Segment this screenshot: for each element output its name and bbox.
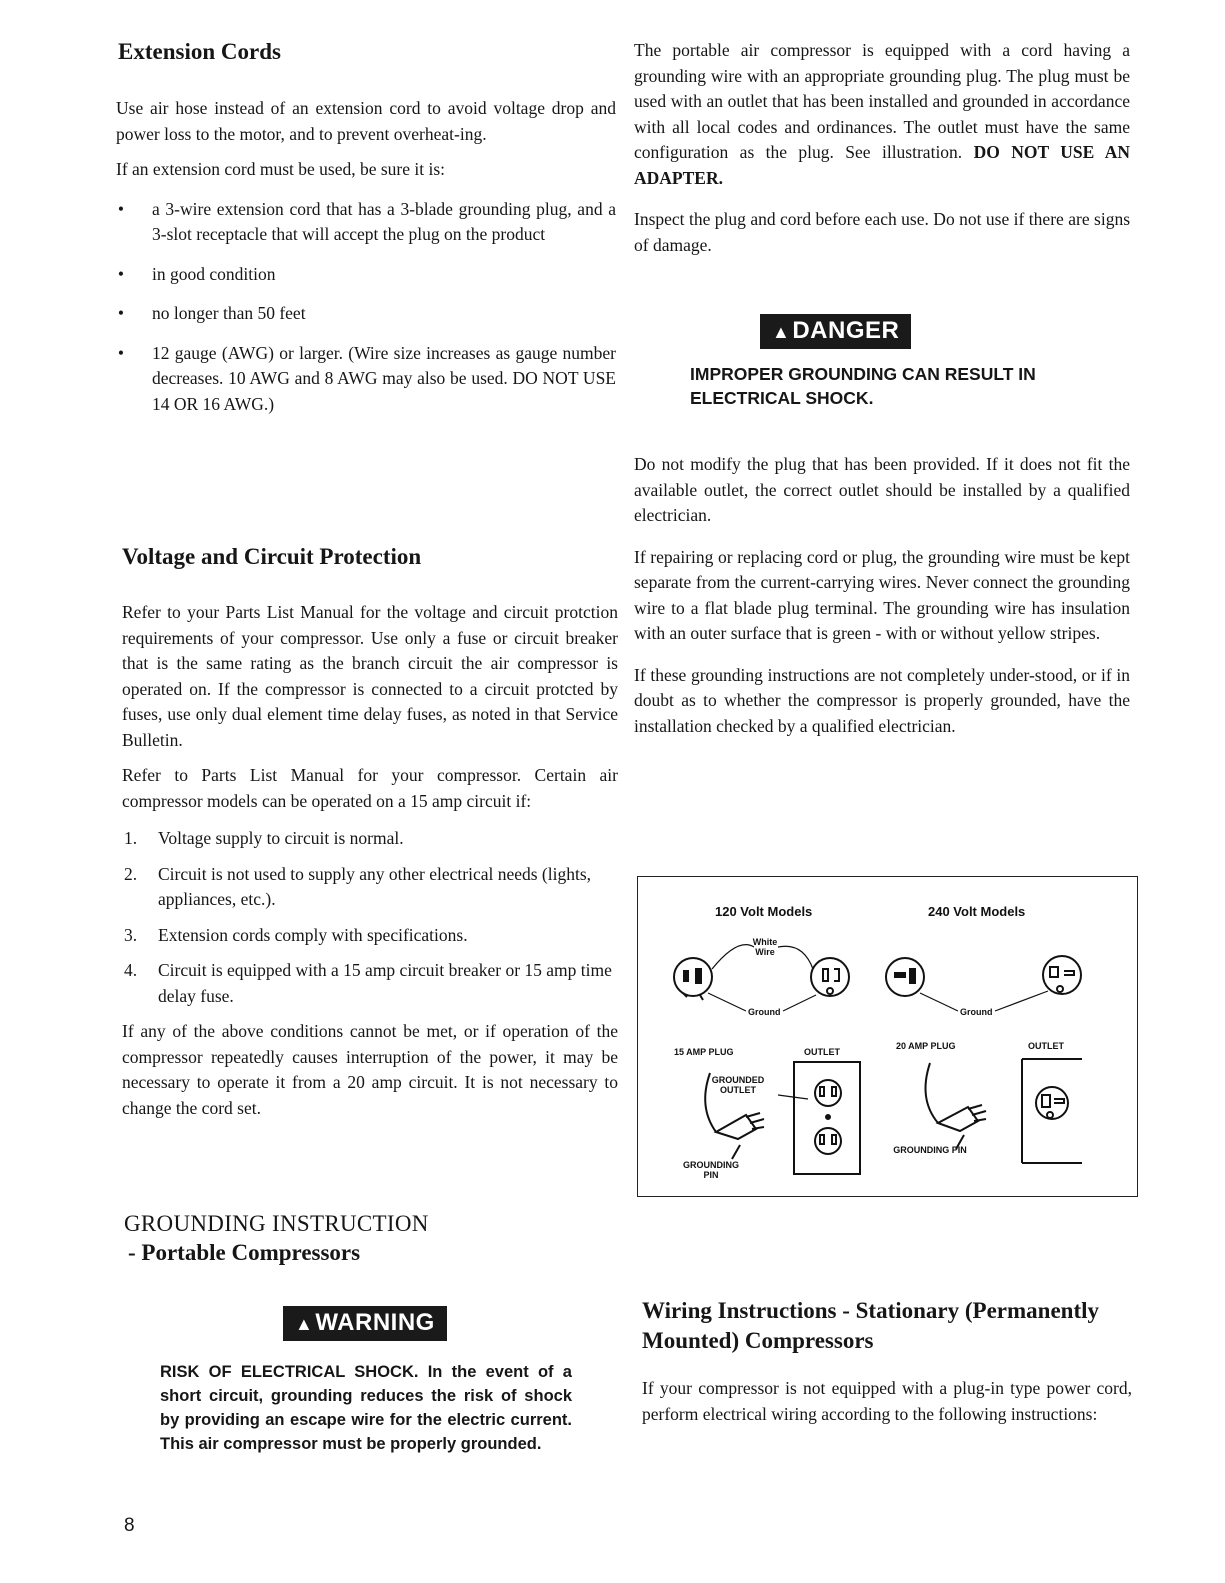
outlet-plate-240v-icon	[1022, 1059, 1082, 1163]
voltage-para-3: If any of the above conditions cannot be met, or if operation of the compressor repeatedly causes interruption of the power, it may be necessary to operate it from a 20 amp circuit. It is not necessary to change the cord set.	[122, 1021, 618, 1118]
plug-15-amp-icon	[705, 1073, 764, 1159]
warning-text: RISK OF ELECTRICAL SHOCK. In the event of a short circuit, grounding reduces the risk of shock by providing an escape wire for the electric current. This air compressor must be properly grounded.	[160, 1363, 572, 1453]
plug-15-label: 15 AMP PLUG	[674, 1047, 734, 1057]
extension-cords-heading: Extension Cords	[118, 39, 281, 64]
outlet-label-120v: OUTLET	[804, 1047, 840, 1057]
voltage-para-1: Refer to your Parts List Manual for the voltage and circuit protction requirements of your compressor. Use only a fuse or circuit breaker that is the same rating as the branch circuit the air compressor is operated on. If the compressor is connected to a circuit protcted by fuses, use only dual element time delay fuses, as noted in that Service Bulletin.	[122, 602, 618, 750]
outlet-label-240v: OUTLET	[1028, 1041, 1064, 1051]
voltage-circuit-heading: Voltage and Circuit Protection	[122, 544, 422, 569]
list-item: 3. Extension cords comply with specifications.	[124, 924, 468, 945]
page-number: 8	[124, 1515, 135, 1536]
right-para-3: Do not modify the plug that has been provided. If it does not fit the available outlet, the correct outlet should be installed by a qualified electrician.	[634, 454, 1130, 525]
white-wire-label: White Wire	[752, 937, 778, 957]
right-para-2: Inspect the plug and cord before each use. Do not use if there are signs of damage.	[634, 209, 1130, 255]
danger-badge: ▲DANGER	[760, 314, 911, 349]
outlet-face-240v-icon	[1043, 956, 1081, 994]
warning-badge: ▲WARNING	[283, 1306, 447, 1341]
wiring-heading: Wiring Instructions - Stationary (Permanently Mounted) Compressors	[642, 1298, 1100, 1353]
grounding-pin-label-120v: GROUNDING PIN	[683, 1160, 739, 1180]
voltage-para-2: Refer to Parts List Manual for your compressor. Certain air compressor models can be operated on a 15 amp circuit if:	[122, 765, 618, 811]
plug-face-120v-icon	[674, 958, 712, 1000]
grounding-heading: GROUNDING INSTRUCTION - Portable Compressors	[124, 1211, 429, 1265]
right-para-1: The portable air compressor is equipped with a cord having a grounding wire with an appropriate grounding plug. The plug must be used with an outlet that has been installed and grounded in accordance with all local codes and ordinances. The outlet must have the same configuration as the plug. See illustration. DO NOT USE AN ADAPTER.	[634, 40, 1130, 188]
ground-label-240v: Ground	[960, 1007, 993, 1017]
diagram-title-240v: 240 Volt Models	[928, 904, 1026, 919]
list-item: • 12 gauge (AWG) or larger. (Wire size increases as gauge number decreases. 10 AWG and 8 AWG may also be used. DO NOT USE 14 OR 16 AWG.)	[117, 342, 616, 414]
list-item: • in good condition	[117, 263, 276, 284]
grounded-outlet-label: GROUNDED OUTLET	[711, 1075, 765, 1095]
outlet-face-120v-icon	[811, 958, 849, 996]
plug-20-label: 20 AMP PLUG	[896, 1041, 956, 1051]
right-para-5: If these grounding instructions are not completely under-stood, or if in doubt as to whether the compressor is properly grounded, have the installation checked by a qualified electrician.	[634, 664, 1130, 736]
plug-outlet-drawing	[638, 877, 1137, 1196]
ground-label-120v: Ground	[748, 1007, 781, 1017]
danger-text: IMPROPER GROUNDING CAN RESULT IN ELECTRICAL SHOCK.	[690, 364, 1036, 408]
plug-outlet-diagram	[637, 876, 1138, 1197]
warning-triangle-icon: ▲	[295, 1314, 314, 1334]
wiring-para: If your compressor is not equipped with a plug-in type power cord, perform electrical wiring according to the following instructions:	[642, 1378, 1132, 1424]
list-item: 1. Voltage supply to circuit is normal.	[124, 828, 404, 848]
list-item: • no longer than 50 feet	[117, 303, 306, 323]
outlet-plate-120v-icon	[778, 1062, 860, 1174]
extension-requirements-list	[116, 197, 616, 418]
extension-para-1: Use air hose instead of an extension cord to avoid voltage drop and power loss to the motor, and to prevent overheat-ing.	[116, 98, 616, 144]
list-item: 2. Circuit is not used to supply any other electrical needs (lights, appliances, etc.).	[124, 863, 592, 909]
right-para-4: If repairing or replacing cord or plug, the grounding wire must be kept separate from the current-carrying wires. Never connect the grounding wire to a flat blade plug terminal. The grounding wire has insulation with an outer surface that is green - with or without yellow stripes.	[634, 546, 1130, 643]
plug-20-amp-icon	[926, 1063, 987, 1149]
danger-triangle-icon: ▲	[772, 322, 791, 342]
diagram-title-120v: 120 Volt Models	[715, 904, 813, 919]
extension-para-2: If an extension cord must be used, be sure it is:	[116, 159, 446, 179]
grounding-pin-label-240v: GROUNDING PIN	[893, 1145, 967, 1155]
list-item: 4. Circuit is equipped with a 15 amp circuit breaker or 15 amp time delay fuse.	[124, 960, 612, 1006]
list-item: • a 3-wire extension cord that has a 3-blade grounding plug, and a 3-slot receptacle that will accept the plug on the product	[117, 198, 616, 244]
plug-face-240v-icon	[886, 958, 924, 996]
circuit-conditions-list	[114, 826, 618, 1009]
left-column	[116, 38, 618, 1453]
